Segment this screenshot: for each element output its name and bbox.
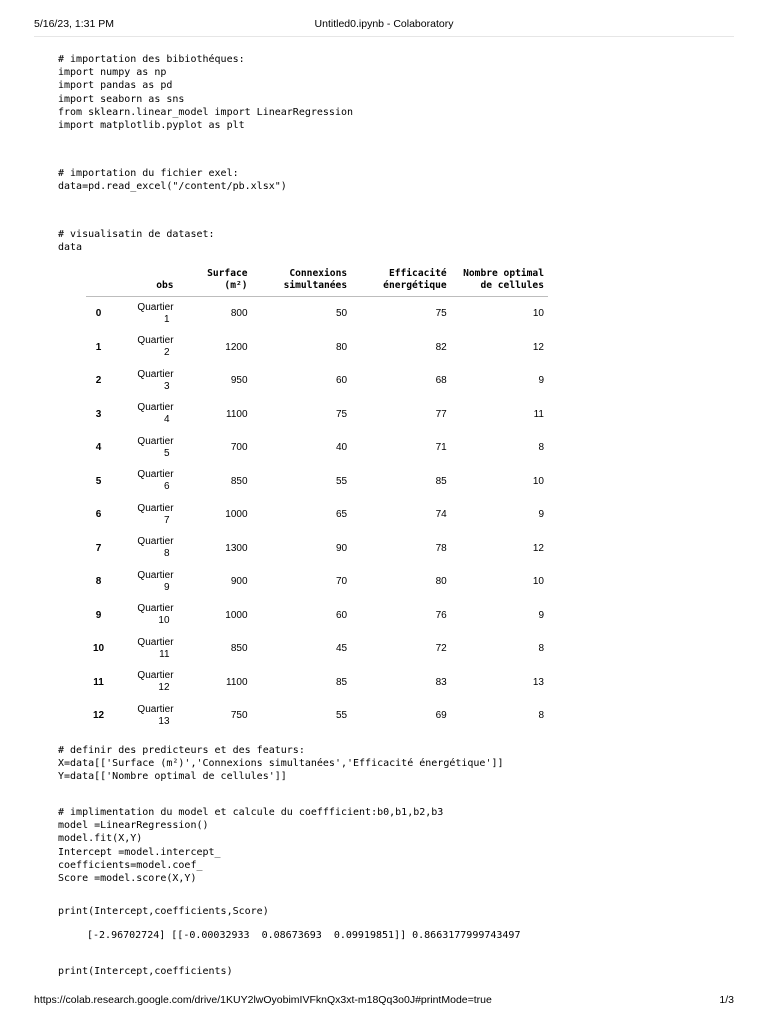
- cell-connexions: 55: [336, 475, 348, 487]
- code-line: X=data[['Surface (m²)','Connexions simultanées','Efficacité énergétique']]: [58, 758, 504, 770]
- cell-efficacite: 82: [435, 341, 447, 353]
- obs-number: 2: [163, 347, 170, 359]
- cell-obs: [111, 599, 177, 633]
- cell-surface: 850: [230, 475, 248, 487]
- cell-surface: 950: [230, 375, 248, 387]
- obs-number: 6: [163, 481, 170, 493]
- code-line: # importation du fichier exel:: [58, 168, 239, 179]
- cell-nombre: 10: [532, 308, 544, 320]
- cell-nombre: 12: [532, 542, 544, 554]
- notebook-title: Untitled0.ipynb - Colaboratory: [314, 18, 454, 30]
- row-index: 1: [95, 341, 102, 353]
- cell-efficacite: 74: [435, 509, 447, 521]
- cell-connexions: 60: [336, 375, 348, 387]
- page-url: https://colab.research.google.com/drive/1KUY2lwOyobimIVFknQx3xt-m18Qq3o0J#printMode=true: [34, 994, 492, 1006]
- code-line: print(Intercept,coefficients,Score): [58, 906, 269, 917]
- row-index: 7: [95, 542, 102, 554]
- table-row: [86, 465, 548, 499]
- cell-surface: 900: [230, 576, 248, 588]
- cell-surface: 850: [230, 643, 248, 655]
- code-line: Score =model.score(X,Y): [58, 873, 197, 885]
- code-cell-model[interactable]: [58, 806, 443, 885]
- cell-connexions: 75: [336, 408, 348, 420]
- table-row: [86, 632, 548, 666]
- cell-surface: 1300: [225, 542, 248, 554]
- cell-efficacite: 76: [435, 609, 447, 621]
- code-line: import numpy as np: [58, 67, 167, 79]
- cell-nombre: 8: [538, 442, 544, 454]
- code-line: import pandas as pd: [58, 80, 173, 92]
- cell-surface: 1000: [225, 609, 248, 621]
- obs-label: Quartier: [137, 335, 174, 347]
- cell-connexions: 80: [336, 341, 348, 353]
- cell-obs: [111, 699, 177, 727]
- code-line: Y=data[['Nombre optimal de cellules']]: [58, 771, 287, 783]
- table-row: [86, 331, 548, 365]
- code-cell-visualize[interactable]: [58, 228, 215, 254]
- cell-nombre: 10: [532, 576, 544, 588]
- obs-label: Quartier: [137, 368, 174, 380]
- obs-label: Quartier: [137, 301, 174, 313]
- cell-obs: [111, 465, 177, 499]
- table-row: [86, 364, 548, 398]
- row-index: 4: [95, 442, 102, 454]
- table-body: [86, 297, 548, 728]
- dataframe-table: [86, 262, 548, 727]
- cell-nombre: 8: [538, 643, 544, 655]
- cell-obs: [111, 398, 177, 432]
- cell-connexions: 55: [336, 710, 348, 722]
- cell-efficacite: 69: [435, 710, 447, 722]
- cell-connexions: 85: [336, 676, 348, 688]
- cell-obs: [111, 297, 177, 331]
- cell-surface: 1100: [226, 408, 248, 420]
- row-index: 6: [95, 509, 102, 521]
- code-line: import seaborn as sns: [58, 93, 185, 105]
- obs-label: Quartier: [137, 603, 174, 615]
- obs-label: Quartier: [137, 402, 174, 414]
- cell-connexions: 90: [336, 542, 348, 554]
- cell-surface: 1000: [225, 509, 248, 521]
- table-row: [86, 666, 548, 700]
- code-cell-print-coefficients[interactable]: [58, 965, 233, 978]
- cell-nombre: 10: [532, 475, 544, 487]
- print-datetime: 5/16/23, 1:31 PM: [34, 18, 114, 30]
- cell-efficacite: 77: [435, 408, 447, 420]
- cell-surface: 1200: [225, 341, 248, 353]
- cell-nombre: 8: [538, 710, 544, 722]
- cell-connexions: 70: [336, 576, 348, 588]
- row-index: 8: [95, 576, 102, 588]
- obs-label: Quartier: [137, 469, 174, 481]
- row-index: 10: [92, 643, 105, 655]
- cell-efficacite: 68: [435, 375, 447, 387]
- row-index: 3: [95, 408, 102, 420]
- table-row: [86, 699, 548, 727]
- cell-connexions: 60: [336, 609, 348, 621]
- code-line: print(Intercept,coefficients): [58, 966, 233, 977]
- obs-label: Quartier: [137, 536, 174, 548]
- code-line: # implimentation du model et calcule du coeffficient:b0,b1,b2,b3: [58, 807, 444, 818]
- cell-obs: [111, 331, 177, 365]
- cell-efficacite: 75: [435, 308, 447, 320]
- cell-efficacite: 72: [435, 643, 447, 655]
- obs-number: 7: [163, 514, 170, 526]
- obs-label: Quartier: [137, 670, 174, 682]
- code-line: from sklearn.linear_model import LinearRegression: [58, 106, 354, 118]
- cell-surface: 700: [230, 442, 248, 454]
- obs-number: 13: [158, 715, 170, 727]
- cell-connexions: 50: [336, 308, 348, 320]
- dataframe-output[interactable]: [86, 262, 548, 727]
- page-number: 1/3: [719, 994, 734, 1006]
- table-row: [86, 599, 548, 633]
- table-row: [86, 297, 548, 331]
- cell-connexions: 65: [336, 509, 348, 521]
- cell-connexions: 45: [336, 643, 348, 655]
- table-row: [86, 431, 548, 465]
- cell-nombre: 11: [533, 408, 544, 420]
- code-line: data=pd.read_excel("/content/pb.xlsx"): [58, 181, 287, 193]
- cell-nombre: 9: [538, 375, 544, 387]
- obs-label: Quartier: [137, 502, 174, 514]
- obs-number: 4: [163, 414, 170, 426]
- index-header: [86, 262, 111, 297]
- row-index: 9: [95, 609, 102, 621]
- row-index: 12: [92, 710, 105, 722]
- table-row: [86, 398, 548, 432]
- cell-obs: [111, 632, 177, 666]
- code-line: Intercept =model.intercept_: [58, 846, 221, 858]
- row-index: 2: [95, 375, 102, 387]
- obs-label: Quartier: [137, 636, 174, 648]
- obs-number: 1: [163, 313, 170, 325]
- code-line: model.fit(X,Y): [58, 833, 143, 845]
- cell-obs: [111, 532, 177, 566]
- row-index: 5: [95, 475, 102, 487]
- cell-obs: [111, 364, 177, 398]
- obs-number: 10: [158, 615, 170, 627]
- cell-obs: [111, 498, 177, 532]
- table-header-row: [86, 262, 548, 297]
- cell-obs: [111, 431, 177, 465]
- print-footer: [0, 994, 768, 1008]
- obs-number: 12: [158, 682, 170, 694]
- obs-number: 3: [163, 380, 170, 392]
- code-line: # definir des predicteurs et des featurs:: [58, 745, 305, 756]
- code-cell-read-excel[interactable]: [58, 167, 287, 193]
- column-header-nombre: Nombre optimal de cellules: [451, 262, 548, 297]
- cell-efficacite: 80: [435, 576, 447, 588]
- code-line: import matplotlib.pyplot as plt: [58, 120, 245, 132]
- column-header-efficacite: Efficacité énergétique: [351, 262, 451, 297]
- print-header: [0, 16, 768, 32]
- cell-nombre: 9: [538, 609, 544, 621]
- header-divider: [34, 36, 734, 37]
- obs-number: 5: [163, 447, 170, 459]
- obs-number: 9: [163, 581, 170, 593]
- cell-obs: [111, 666, 177, 700]
- cell-efficacite: 85: [435, 475, 447, 487]
- row-index: 0: [95, 308, 102, 320]
- obs-label: Quartier: [137, 435, 174, 447]
- table-row: [86, 565, 548, 599]
- column-header-surface: Surface (m²): [178, 262, 252, 297]
- cell-obs: [111, 565, 177, 599]
- code-line: # visualisatin de dataset:: [58, 229, 215, 240]
- obs-number: 11: [159, 648, 170, 660]
- cell-efficacite: 83: [435, 676, 447, 688]
- cell-surface: 1100: [226, 676, 248, 688]
- obs-label: Quartier: [137, 569, 174, 581]
- obs-label: Quartier: [137, 703, 174, 715]
- code-cell-print-score[interactable]: [58, 905, 269, 918]
- cell-surface: 800: [230, 308, 248, 320]
- row-index: 11: [93, 676, 104, 688]
- cell-efficacite: 71: [435, 442, 447, 454]
- cell-surface: 750: [230, 710, 248, 722]
- code-line: data: [58, 242, 83, 254]
- code-line: # importation des bibiothéques:: [58, 54, 245, 65]
- cell-nombre: 9: [538, 509, 544, 521]
- cell-output-score: [-2.96702724] [[-0.00032933 0.08673693 0.09919851]] 0.8663177999743497: [87, 930, 521, 941]
- cell-nombre: 13: [532, 676, 544, 688]
- column-header-connexions: Connexions simultanées: [252, 262, 352, 297]
- code-cell-imports[interactable]: [58, 53, 353, 132]
- cell-efficacite: 78: [435, 542, 447, 554]
- cell-connexions: 40: [336, 442, 348, 454]
- code-cell-predictors[interactable]: [58, 744, 504, 784]
- table-row: [86, 532, 548, 566]
- code-line: model =LinearRegression(): [58, 820, 209, 832]
- column-header-obs: obs: [111, 262, 177, 297]
- cell-nombre: 12: [532, 341, 544, 353]
- code-line: coefficients=model.coef_: [58, 859, 203, 871]
- obs-number: 8: [163, 548, 170, 560]
- table-row: [86, 498, 548, 532]
